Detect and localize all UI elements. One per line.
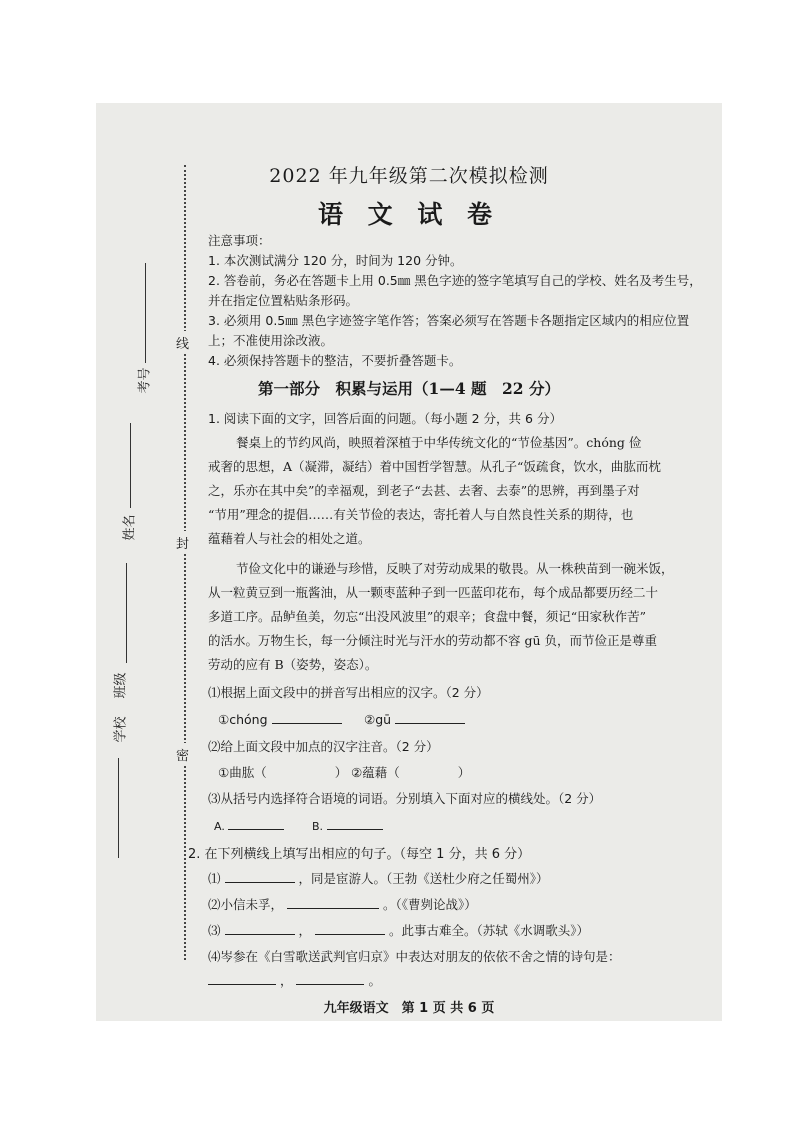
notice-item: 4. 必须保持答题卡的整洁，不要折叠答题卡。 bbox=[208, 353, 462, 368]
answer-blank[interactable] bbox=[228, 817, 284, 830]
passage-line: 之，乐亦在其中矣”的幸福观，到老子“去甚、去奢、去泰”的思辨，再到墨子对 bbox=[208, 483, 640, 498]
notice-item: 2. 答卷前，务必在答题卡上用 0.5㎜ 黑色字迹的签字笔填写自己的学校、姓名及考生号， bbox=[208, 273, 702, 288]
answer-blank[interactable] bbox=[296, 972, 364, 985]
school-line bbox=[118, 758, 119, 858]
q1-sub2-b bbox=[351, 763, 470, 781]
answer-blank[interactable] bbox=[315, 922, 385, 935]
q1-sub2: ⑵给上面文段中加点的汉字注音。（2 分） bbox=[208, 739, 439, 754]
q2-l5-period: 。 bbox=[368, 973, 381, 988]
notice-item: 上；不准使用涂改液。 bbox=[208, 333, 334, 348]
phonetic-a-label: ①曲肱（ bbox=[218, 765, 267, 780]
q1-sub1-b bbox=[364, 711, 465, 727]
q1-sub3: ⑶从括号内选择符合语境的词语。分别填入下面对应的横线处。（2 分） bbox=[208, 791, 602, 806]
answer-blank[interactable] bbox=[287, 896, 379, 909]
q2-l1-tail: ，同是宦游人。（王勃《送杜少府之任蜀州》） bbox=[298, 871, 549, 886]
phonetic-b-label: ②蕴藉（ bbox=[351, 765, 400, 780]
q2-stem: 2. 在下列横线上填写出相应的句子。（每空 1 分，共 6 分） bbox=[188, 847, 531, 862]
pinyin-gu: ②gū bbox=[364, 712, 392, 727]
q2-l1-num: ⑴ bbox=[208, 871, 221, 886]
school-label: 学校 bbox=[113, 716, 129, 743]
passage-line: 戒奢的思想，A（凝滞，凝结）着中国哲学智慧。从孔子“饭疏食，饮水，曲肱而枕 bbox=[208, 459, 661, 474]
exam-subtitle: 语 文 试 卷 bbox=[317, 200, 501, 229]
passage-line: “节用”理念的提倡……有关节俭的表达，寄托着人与自然良性关系的期待，也 bbox=[208, 507, 634, 522]
q2-l3-tail: 。此事古难全。（苏轼《水调歌头》） bbox=[388, 923, 589, 938]
name-line bbox=[126, 563, 127, 663]
seal-xian: 线 bbox=[176, 331, 189, 354]
answer-blank[interactable] bbox=[272, 711, 342, 724]
q1-stem: 1. 阅读下面的文字，回答后面的问题。（每小题 2 分，共 6 分） bbox=[208, 411, 562, 426]
passage-line: 的活水。万物生长，每一分倾注时光与汗水的劳动都不容 gū 负，而节俭正是尊重 bbox=[208, 633, 658, 648]
q1-sub1-a bbox=[218, 711, 342, 727]
answer-blank[interactable] bbox=[225, 870, 295, 883]
choice-b-label: B. bbox=[312, 820, 324, 833]
exam-paper bbox=[96, 103, 722, 1021]
q2-line5 bbox=[208, 971, 381, 989]
q1-sub3-a bbox=[214, 817, 284, 833]
exam-no-line bbox=[145, 263, 146, 363]
seal-mi: 密 bbox=[176, 743, 189, 766]
binding-dotted-line bbox=[184, 165, 186, 960]
close-paren: ） bbox=[334, 765, 348, 780]
passage-line: 劳动的应有 B（姿势，姿态）。 bbox=[208, 657, 378, 672]
name-label: 姓名 bbox=[122, 514, 138, 541]
notice-item: 3. 必须用 0.5㎜ 黑色字迹签字笔作答；答案必须写在答题卡各题指定区域内的相应位置 bbox=[208, 313, 690, 328]
exam-title: 2022 年九年级第二次模拟检测 bbox=[269, 165, 549, 187]
q2-l3-num: ⑶ bbox=[208, 923, 221, 938]
class-label: 班级 bbox=[113, 672, 129, 699]
q2-line1 bbox=[208, 869, 549, 887]
q2-l3-comma: ， bbox=[298, 923, 311, 938]
notice-item: 并在指定位置粘贴条形码。 bbox=[208, 293, 359, 308]
passage-line: 多道工序。品鲈鱼美，勿忘“出没风波里”的艰辛；食盘中餐，须记“田家秋作苦” bbox=[208, 609, 647, 624]
page-footer: 九年级语文 第 1 页 共 6 页 bbox=[323, 1001, 495, 1016]
q2-line3 bbox=[208, 921, 589, 939]
passage-line: 从一粒黄豆到一瓶酱油，从一颗枣蓝种子到一匹蓝印花布，每个成品都要历经二十 bbox=[208, 585, 659, 600]
answer-blank[interactable] bbox=[395, 711, 465, 724]
answer-blank[interactable] bbox=[208, 972, 276, 985]
q2-line4: ⑷岑参在《白雪歌送武判官归京》中表达对朋友的依依不舍之情的诗句是： bbox=[208, 949, 621, 964]
q2-l2-head: ⑵小信未孚， bbox=[208, 897, 284, 912]
answer-blank[interactable] bbox=[225, 922, 295, 935]
choice-a-label: A. bbox=[214, 820, 225, 833]
passage-line: 餐桌上的节约风尚，映照着深植于中华传统文化的“节俭基因”。chóng 俭 bbox=[236, 435, 642, 450]
section-title: 第一部分 积累与运用（1—4 题 22 分） bbox=[258, 379, 560, 398]
exam-no-label: 考号 bbox=[137, 367, 153, 394]
q1-sub1: ⑴根据上面文段中的拼音写出相应的汉字。（2 分） bbox=[208, 685, 489, 700]
q1-sub2-a bbox=[218, 763, 347, 781]
notice-heading: 注意事项： bbox=[208, 233, 271, 248]
passage-line: 节俭文化中的谦逊与珍惜，反映了对劳动成果的敬畏。从一株秧苗到一碗米饭， bbox=[236, 561, 674, 576]
close-paren: ） bbox=[457, 765, 471, 780]
passage-line: 蕴藉着人与社会的相处之道。 bbox=[208, 531, 371, 546]
q2-line2 bbox=[208, 895, 477, 913]
pinyin-chong: ①chóng bbox=[218, 712, 268, 727]
q1-sub3-b bbox=[312, 817, 383, 833]
seal-feng: 封 bbox=[176, 531, 189, 554]
answer-blank[interactable] bbox=[327, 817, 383, 830]
q2-l5-comma: ， bbox=[279, 973, 293, 988]
name-line-upper bbox=[130, 423, 131, 508]
q2-l2-tail: 。（《曹刿论战》） bbox=[382, 897, 477, 912]
notice-item: 1. 本次测试满分 120 分，时间为 120 分钟。 bbox=[208, 253, 463, 268]
